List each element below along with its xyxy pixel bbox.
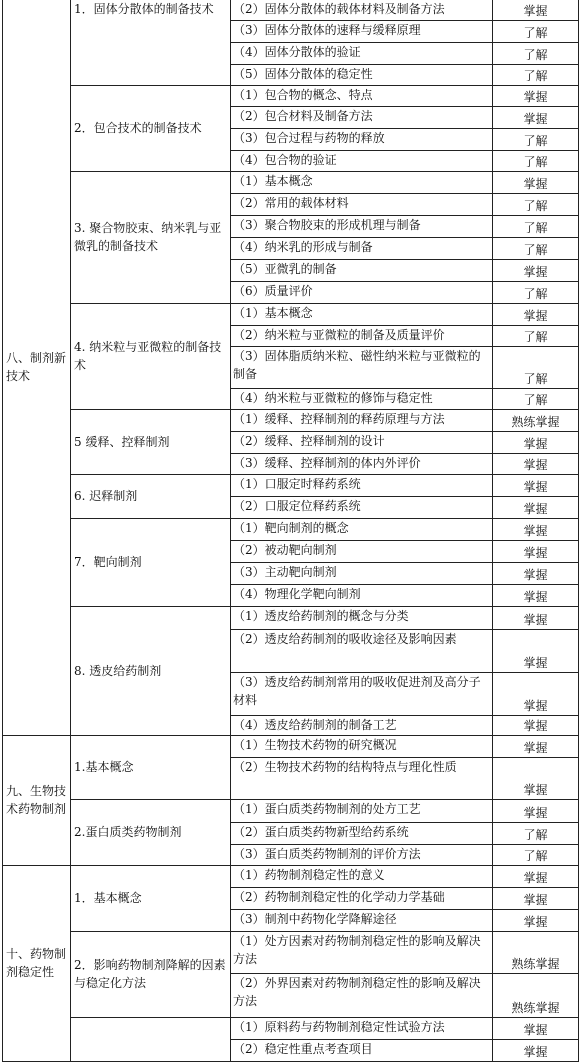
item-cell <box>231 281 493 303</box>
item-text: （4）固体分散体的验证 <box>233 44 361 59</box>
unit-title: 8. 透皮给药制剂 <box>74 663 162 678</box>
item-text: （5）固体分散体的稳定性 <box>233 66 373 81</box>
requirement-level: 掌握 <box>523 589 548 604</box>
requirement-cell <box>493 128 579 150</box>
item-cell <box>231 215 493 237</box>
item-cell <box>231 865 493 887</box>
unit-cell <box>71 735 231 799</box>
requirement-level: 掌握 <box>523 612 548 627</box>
item-text: （2）稳定性重点考查项目 <box>233 1041 373 1056</box>
item-cell <box>231 496 493 518</box>
requirement-level: 掌握 <box>523 176 548 191</box>
requirement-cell <box>493 844 579 865</box>
requirement-cell <box>493 474 579 496</box>
table-row <box>3 606 579 629</box>
requirement-level: 了解 <box>523 133 548 148</box>
table-row <box>3 85 579 106</box>
item-text: （2）被动靶向制剂 <box>233 542 337 557</box>
requirement-cell <box>493 431 579 453</box>
requirement-cell <box>493 1017 579 1039</box>
requirement-level: 掌握 <box>523 523 548 538</box>
requirement-cell <box>493 584 579 606</box>
requirement-level: 了解 <box>523 242 548 257</box>
unit-title: 2．包合技术的制备技术 <box>74 121 202 135</box>
unit-cell <box>71 606 231 735</box>
unit-cell <box>71 303 231 409</box>
requirement-cell <box>493 909 579 931</box>
unit-cell <box>71 409 231 474</box>
requirement-level: 掌握 <box>523 914 548 929</box>
item-text: （2）蛋白质类药物新型给药系统 <box>233 824 409 839</box>
requirement-cell <box>493 409 579 431</box>
item-cell <box>231 822 493 844</box>
unit-title: 5 缓释、控释制剂 <box>74 434 170 449</box>
item-text: （2）口服定位释药系统 <box>233 498 361 513</box>
table-row <box>3 409 579 431</box>
item-text: （1）原料药与药物制剂稳定性试验方法 <box>233 1019 445 1034</box>
item-cell <box>231 453 493 474</box>
item-text: （3）主动靶向制剂 <box>233 564 337 579</box>
item-text: （1）缓释、控释制剂的释药原理与方法 <box>233 411 445 426</box>
requirement-level: 掌握 <box>523 1044 548 1059</box>
table-row <box>3 1017 579 1039</box>
unit-cell <box>71 799 231 865</box>
requirement-level: 了解 <box>523 68 548 83</box>
requirement-level: 掌握 <box>523 457 548 472</box>
requirement-cell <box>493 215 579 237</box>
item-cell <box>231 409 493 431</box>
table-row <box>3 303 579 325</box>
unit-title: 6. 迟释制剂 <box>74 489 138 503</box>
unit-title: 1．基本概念 <box>74 891 142 905</box>
requirement-cell <box>493 150 579 171</box>
unit-title: 1．固体分散体的制备技术 <box>74 2 214 16</box>
item-text: （2）透皮给药制剂的吸收途径及影响因素 <box>233 631 457 646</box>
requirement-cell <box>493 259 579 281</box>
requirement-level: 掌握 <box>523 805 548 820</box>
requirement-cell <box>493 171 579 193</box>
requirement-level: 了解 <box>523 198 548 213</box>
item-cell <box>231 672 493 715</box>
item-text: （5）亚微乳的制备 <box>233 261 337 276</box>
requirement-level: 掌握 <box>523 892 548 907</box>
requirement-cell <box>493 496 579 518</box>
item-cell <box>231 325 493 346</box>
chapter-cell <box>3 735 71 865</box>
item-cell <box>231 909 493 931</box>
requirement-level: 掌握 <box>523 89 548 104</box>
unit-cell <box>71 1017 231 1061</box>
requirement-cell <box>493 1039 579 1061</box>
chapter-cell <box>3 865 71 1061</box>
requirement-level: 掌握 <box>523 111 548 126</box>
table-row <box>3 518 579 540</box>
item-cell <box>231 346 493 388</box>
requirement-level: 掌握 <box>523 479 548 494</box>
item-text: （6）质量评价 <box>233 283 313 298</box>
unit-title: 1.基本概念 <box>74 760 134 774</box>
requirement-level: 掌握 <box>523 1022 548 1037</box>
item-cell <box>231 715 493 735</box>
unit-cell <box>71 931 231 1017</box>
table-row <box>3 474 579 496</box>
requirement-cell <box>493 281 579 303</box>
requirement-level: 熟练掌握 <box>511 1000 560 1015</box>
item-cell <box>231 128 493 150</box>
table-row <box>3 931 579 973</box>
item-cell <box>231 1039 493 1061</box>
item-cell <box>231 303 493 325</box>
requirement-level: 掌握 <box>523 655 548 670</box>
item-text: （4）透皮给药制剂的制备工艺 <box>233 717 397 732</box>
item-text: （2）纳米粒与亚微粒的制备及质量评价 <box>233 327 445 342</box>
requirement-cell <box>493 193 579 215</box>
requirement-level: 掌握 <box>523 436 548 451</box>
item-text: （1）蛋白质类药物制剂的处方工艺 <box>233 801 421 816</box>
item-cell <box>231 171 493 193</box>
table-row <box>3 171 579 193</box>
requirement-level: 了解 <box>523 47 548 62</box>
unit-title: 2．影响药物制剂降解的因素与稳定化方法 <box>74 958 226 990</box>
requirement-cell <box>493 822 579 844</box>
item-cell <box>231 20 493 42</box>
item-cell <box>231 799 493 822</box>
unit-cell <box>71 474 231 518</box>
requirement-cell <box>493 606 579 629</box>
item-cell <box>231 584 493 606</box>
requirement-cell <box>493 42 579 64</box>
item-text: （2）缓释、控释制剂的设计 <box>233 433 385 448</box>
requirement-cell <box>493 237 579 259</box>
requirement-level: 掌握 <box>523 501 548 516</box>
item-text: （4）物理化学靶向制剂 <box>233 586 361 601</box>
item-text: （1）基本概念 <box>233 305 313 320</box>
requirement-level: 熟练掌握 <box>511 956 560 971</box>
item-text: （3）固体分散体的速释与缓释原理 <box>233 22 421 37</box>
unit-title: 4. 纳米粒与亚微粒的制备技术 <box>74 340 222 372</box>
item-cell <box>231 474 493 496</box>
item-text: （3）制剂中药物化学降解途径 <box>233 911 397 926</box>
requirement-cell <box>493 672 579 715</box>
unit-cell <box>71 171 231 303</box>
requirement-cell <box>493 887 579 909</box>
chapter-title: 九、生物技术药物制剂 <box>6 784 67 816</box>
requirement-cell <box>493 64 579 85</box>
requirement-level: 掌握 <box>523 567 548 582</box>
item-cell <box>231 973 493 1017</box>
item-cell <box>231 606 493 629</box>
requirement-cell <box>493 629 579 672</box>
requirement-cell <box>493 757 579 799</box>
requirement-cell <box>493 346 579 388</box>
item-text: （1）口服定时释药系统 <box>233 476 361 491</box>
requirement-cell <box>493 388 579 409</box>
requirement-level: 掌握 <box>523 740 548 755</box>
item-text: （1）靶向制剂的概念 <box>233 520 349 535</box>
item-cell <box>231 562 493 584</box>
item-text: （4）纳米粒与亚微粒的修饰与稳定性 <box>233 390 433 405</box>
requirement-level: 了解 <box>523 220 548 235</box>
requirement-level: 了解 <box>523 371 548 386</box>
item-text: （2）常用的载体材料 <box>233 195 349 210</box>
requirement-level: 了解 <box>523 286 548 301</box>
requirement-cell <box>493 20 579 42</box>
item-cell <box>231 388 493 409</box>
item-cell <box>231 518 493 540</box>
item-cell <box>231 844 493 865</box>
item-cell <box>231 1017 493 1039</box>
item-cell <box>231 0 493 20</box>
table-row <box>3 865 579 887</box>
item-text: （3）缓释、控释制剂的体内外评价 <box>233 455 421 470</box>
item-text: （1）透皮给药制剂的概念与分类 <box>233 608 409 623</box>
item-cell <box>231 106 493 128</box>
item-cell <box>231 237 493 259</box>
item-text: （1）药物制剂稳定性的意义 <box>233 867 385 882</box>
item-cell <box>231 931 493 973</box>
requirement-level: 掌握 <box>523 545 548 560</box>
table-row <box>3 735 579 757</box>
requirement-cell <box>493 518 579 540</box>
requirement-cell <box>493 85 579 106</box>
syllabus-table-body <box>3 0 579 1061</box>
item-cell <box>231 735 493 757</box>
requirement-level: 掌握 <box>523 870 548 885</box>
requirement-cell <box>493 540 579 562</box>
item-cell <box>231 431 493 453</box>
requirement-level: 了解 <box>523 848 548 863</box>
requirement-cell <box>493 973 579 1017</box>
chapter-title: 十、药物制剂稳定性 <box>6 947 67 979</box>
unit-cell <box>71 518 231 606</box>
item-text: （3）聚合物胶束的形成机理与制备 <box>233 217 421 232</box>
item-cell <box>231 85 493 106</box>
item-text: （2）外界因素对药物制剂稳定性的影响及解决方法 <box>233 975 481 1008</box>
requirement-cell <box>493 865 579 887</box>
item-text: （3）透皮给药制剂常用的吸收促进剂及高分子材料 <box>233 674 481 707</box>
item-text: （1）包合物的概念、特点 <box>233 87 373 102</box>
item-cell <box>231 540 493 562</box>
unit-cell <box>71 85 231 171</box>
requirement-cell <box>493 562 579 584</box>
chapter-title: 八、制剂新技术 <box>6 351 67 384</box>
unit-cell <box>71 0 231 85</box>
unit-title: 2.蛋白质类药物制剂 <box>74 825 182 839</box>
item-cell <box>231 193 493 215</box>
table-row <box>3 799 579 822</box>
item-cell <box>231 757 493 799</box>
requirement-level: 了解 <box>523 25 548 40</box>
item-cell <box>231 42 493 64</box>
syllabus-table <box>2 0 579 1062</box>
requirement-cell <box>493 0 579 20</box>
requirement-level: 掌握 <box>523 698 548 713</box>
unit-title: 7．靶向制剂 <box>74 555 142 569</box>
item-cell <box>231 259 493 281</box>
chapter-cell <box>3 0 71 735</box>
unit-cell <box>71 865 231 931</box>
unit-title: 3. 聚合物胶束、纳米乳与亚微乳的制备技术 <box>74 221 222 253</box>
requirement-cell <box>493 453 579 474</box>
item-text: （1）基本概念 <box>233 173 313 188</box>
requirement-cell <box>493 106 579 128</box>
requirement-level: 掌握 <box>523 782 548 797</box>
requirement-level: 掌握 <box>523 718 548 733</box>
requirement-level: 了解 <box>523 392 548 407</box>
requirement-level: 掌握 <box>523 308 548 323</box>
item-text: （2）药物制剂稳定性的化学动力学基础 <box>233 889 445 904</box>
requirement-cell <box>493 325 579 346</box>
requirement-cell <box>493 303 579 325</box>
requirement-level: 了解 <box>523 329 548 344</box>
item-cell <box>231 150 493 171</box>
item-text: （3）固体脂质纳米粒、磁性纳米粒与亚微粒的制备 <box>233 348 481 381</box>
item-text: （1）处方因素对药物制剂稳定性的影响及解决方法 <box>233 933 481 966</box>
table-row <box>3 0 579 20</box>
item-text: （4）纳米乳的形成与制备 <box>233 239 373 254</box>
item-cell <box>231 887 493 909</box>
requirement-level: 了解 <box>523 827 548 842</box>
item-cell <box>231 629 493 672</box>
item-text: （2）生物技术药物的结构特点与理化性质 <box>233 759 457 774</box>
requirement-cell <box>493 931 579 973</box>
requirement-level: 掌握 <box>523 264 548 279</box>
requirement-cell <box>493 799 579 822</box>
item-text: （3）包合过程与药物的释放 <box>233 130 385 145</box>
requirement-cell <box>493 715 579 735</box>
item-cell <box>231 64 493 85</box>
requirement-level: 掌握 <box>523 3 548 18</box>
item-text: （3）蛋白质类药物制剂的评价方法 <box>233 846 421 861</box>
requirement-level: 了解 <box>523 154 548 169</box>
requirement-cell <box>493 735 579 757</box>
item-text: （2）包合材料及制备方法 <box>233 108 373 123</box>
item-text: （1）生物技术药物的研究概况 <box>233 737 397 752</box>
requirement-level: 熟练掌握 <box>511 414 560 429</box>
item-text: （2）固体分散体的载体材料及制备方法 <box>233 2 445 16</box>
item-text: （4）包合物的验证 <box>233 152 337 167</box>
